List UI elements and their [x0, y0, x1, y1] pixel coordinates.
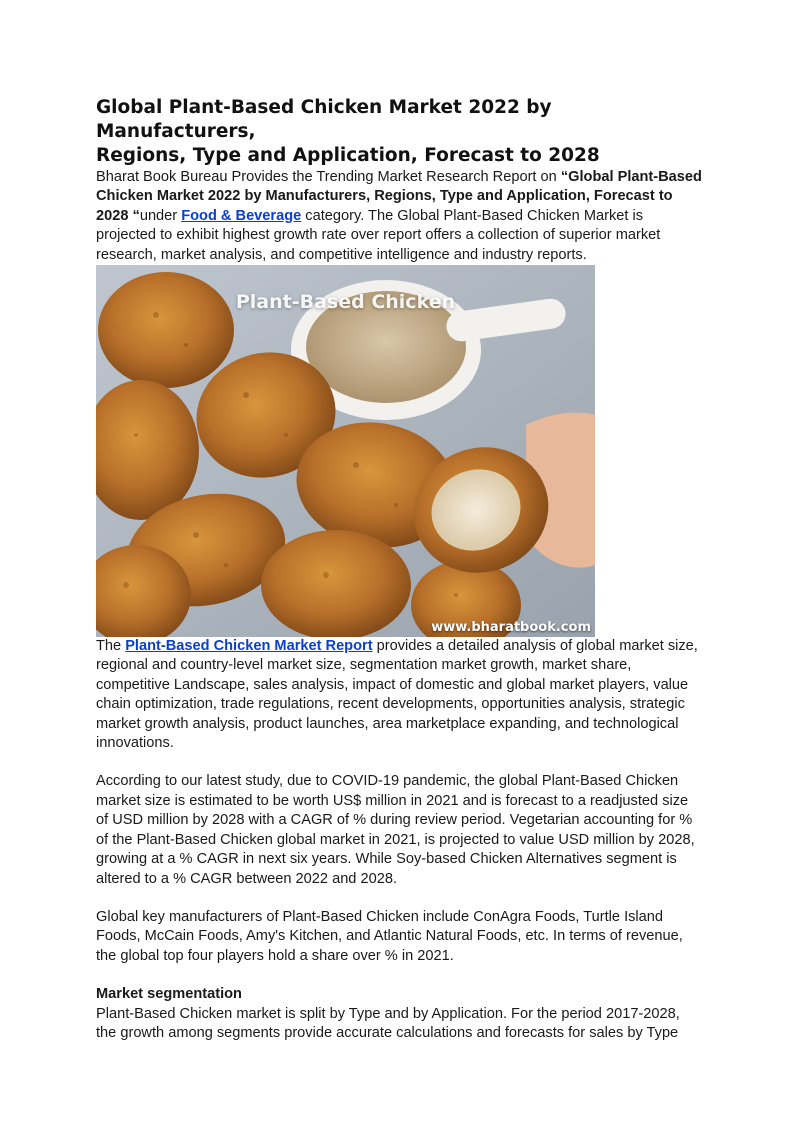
category-link[interactable]: Food & Beverage — [181, 207, 302, 224]
segmentation-paragraph: Plant-Based Chicken market is split by Type and by Application. For the period 2017-2028, the growth among segments provide accurate calculations and forecasts for sales by Type — [96, 1005, 680, 1041]
intro-paragraph — [96, 168, 702, 265]
intro-prefix: Bharat Book Bureau Provides the Trending Market Research Report on — [96, 169, 561, 185]
intro-under: under — [139, 207, 182, 224]
title-line-1: Global Plant-Based Chicken Market 2022 by Manufacturers, — [96, 97, 552, 142]
photo-fried-chicken-nuggets-icon — [96, 265, 595, 637]
product-photo — [96, 265, 595, 637]
close-quote: “ — [132, 207, 140, 224]
document-content — [96, 96, 702, 1043]
report-description-paragraph — [96, 637, 702, 753]
intro-suffix: category. The Global Plant-Based Chicken Market is projected to exhibit highest growth rate over report offers a collection of superior market research, market analysis, and competitive intelligence and industry reports. — [96, 207, 661, 263]
document-title — [96, 96, 702, 168]
open-quote: “ — [560, 169, 569, 185]
spacer — [96, 889, 702, 908]
photo-overlay-title: Plant-Based Chicken — [235, 291, 456, 314]
paragraph1-prefix: The — [96, 638, 126, 655]
report-title-bold: Global Plant-Based Chicken Market 2022 by Manufacturers, Regions, Type and Application, Forecast to 2028 — [96, 169, 702, 224]
report-link[interactable]: Plant-Based Chicken Market Report — [125, 638, 373, 655]
market-size-paragraph: According to our latest study, due to COVID-19 pandemic, the global Plant-Based Chicken market size is estimated to be worth US$ million in 2021 and is forecast to a readjusted size of USD million by 2028 with a CAGR of % during review period. Vegetarian accounting for % of the Plant-Based Chicken global market in 2021, is projected to value USD million by 2028, growing at a % CAGR in next six years. While Soy-based Chicken Alternatives segment is altered to a % CAGR between 2022 and 2028. — [96, 773, 695, 887]
title-line-2: Regions, Type and Application, Forecast to 2028 — [96, 145, 600, 166]
photo-watermark: www.bharatbook.com — [431, 620, 591, 636]
manufacturers-paragraph: Global key manufacturers of Plant-Based Chicken include ConAgra Foods, Turtle Island Foods, McCain Foods, Amy's Kitchen, and Atlantic Natural Foods, etc. In terms of revenue, the global top four players hold a share over % in 2021. — [96, 908, 683, 964]
paragraph1-text: provides a detailed analysis of global market size, regional and country-level market size, segmentation market growth, market share, competitive Landscape, sales analysis, impact of domestic and global market players, value chain optimization, trade regulations, recent developments, opportunities analysis, strategic market growth analysis, product launches, area marketplace expanding, and technological innovations. — [96, 638, 698, 752]
spacer — [96, 753, 702, 772]
segmentation-heading: Market segmentation — [96, 986, 242, 1003]
spacer — [96, 966, 702, 985]
